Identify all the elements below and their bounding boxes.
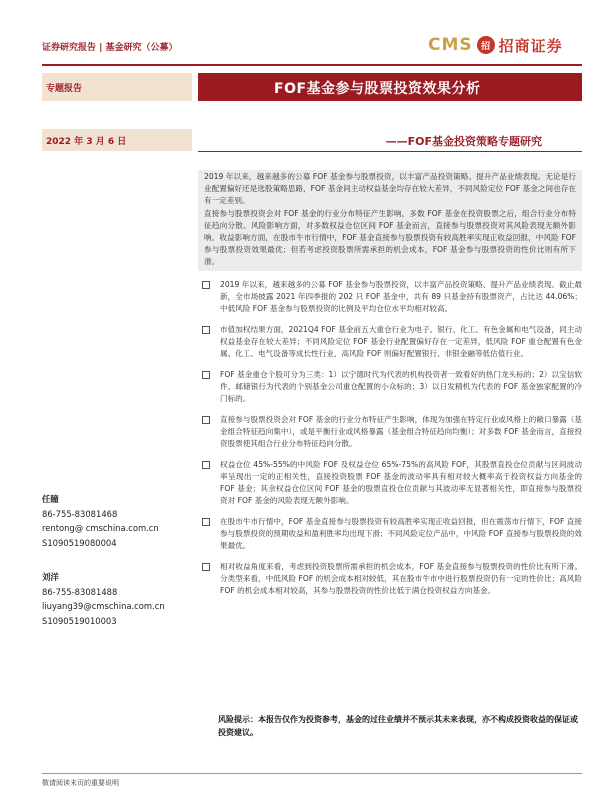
report-category: 证券研究报告 | 基金研究（公募）	[42, 43, 178, 53]
company-logo	[428, 32, 563, 58]
logo-cms-text: CMS	[428, 35, 473, 55]
checkbox-bullet-icon	[202, 461, 210, 469]
key-point-item	[198, 414, 582, 450]
page-footer	[42, 773, 582, 787]
checkbox-bullet-icon	[202, 416, 210, 424]
analyst-cert: S1090519080004	[42, 537, 117, 548]
checkbox-bullet-icon	[202, 326, 210, 334]
date-bar	[42, 129, 192, 151]
logo-chinese-text: 招商证券	[498, 36, 563, 55]
summary-paragraph: 2019 年以来，越来越多的公募 FOF 基金参与股票投资，以丰富产品投资策略、提升产品业绩表现。无论是行业配置偏好还是选股策略思路，FOF 基金间主动权益基金均存在较大差异，不同风险定位 FOF 基金之间也存在有一定差别。	[204, 172, 576, 205]
key-point-item	[198, 561, 582, 597]
key-point-text: 市值加权结果方面，2021Q4 FOF 基金前五大重仓行业为电子、银行、化工、有色金属和电气设备，同主动权益基金存在较大差异；不同风险定位 FOF 基金行业配置偏好存在一定差异，低风险 FOF 重仓配置有色金属、化工、电气设备等成长性行业，高风险 FOF 则偏好配置银行、非银金融等低估值行业。	[220, 325, 582, 358]
key-point-text: 在股市牛市行情中，FOF 基金直接参与股票投资有较高胜率实现正收益回报，但在震荡市行情下，FOF 直接参与股票投资的预期收益和盈利胜率均出现下滑；不同风险定位产品中，中风险 FOF 直接参与股票投资的效果最优。	[220, 517, 582, 550]
key-point-text: 权益仓位 45%-55%的中风险 FOF 及权益仓位 65%-75%的高风险 FOF，其股票直投仓位贡献与区间波动率呈现出一定的正相关性，直接投资股票 FOF 基金的波动率具有相对较大概率高于投资权益方向基金的 FOF 基金；其余权益仓位区间 FOF 基金的股票直投仓位贡献与其波动率无显著相关性，即直接参与股票投资对 FOF 基金的风险表现无额外影响。	[220, 460, 582, 505]
analyst-phone: 86-755-83081488	[42, 586, 118, 597]
footer-note: 敬请阅读末页的重要说明	[42, 779, 119, 787]
report-subtitle: ——FOF基金投资策略专题研究	[385, 135, 542, 148]
analyst-phone: 86-755-83081468	[42, 508, 118, 519]
report-date: 2022 年 3 月 6 日	[46, 137, 127, 147]
analyst-email[interactable]: liuyang39@cmschina.com.cn	[42, 601, 165, 611]
risk-label: 风险提示：	[218, 715, 258, 724]
checkbox-bullet-icon	[202, 563, 210, 571]
risk-text: 本报告仅作为投资参考，基金的过往业绩并不预示其未来表现，亦不构成投资收益的保证或投资建议。	[218, 715, 578, 737]
analyst-card	[42, 570, 165, 628]
checkbox-bullet-icon	[202, 518, 210, 526]
key-point-text: 相对收益角度来看，考虑到投资股票所需承担的机会成本，FOF 基金直接参与股票投资的性价比有所下滑。分类型来看，中低风险 FOF 的机会成本相对较低，其在股市牛市中进行股票投资仍有一定的性价比；高风险 FOF 的机会成本相对较高，其参与股票投资的性价比低于满仓投资权益方向基金。	[220, 562, 582, 595]
key-point-text: 2019 年以来，越来越多的公募 FOF 基金参与股票投资，以丰富产品投资策略、提升产品业绩表现。截止最新，全市场披露 2021 年四季报的 202 只 FOF 基金中，共有 89 只基金持有股票资产，占比达 44.06%；中低风险 FOF 基金参与股票投资的比例及平均仓位水平均相对较高。	[220, 280, 582, 313]
report-title: FOF基金参与股票投资效果分析	[274, 81, 481, 97]
key-points-list	[198, 279, 582, 606]
summary-paragraph: 直接参与股票投资会对 FOF 基金的行业分布特征产生影响，多数 FOF 基金在投资股票之后，组合行业分布特征趋向分散。风险影响方面，对多数权益仓位区间 FOF 基金而言，直接参与股票投资对其风险表现无额外影响。收益影响方面，在股市牛市行情中，FOF 基金直接参与股票投资有较高胜率实现正收益回报，中风险 FOF 参与股票投资效果最优；但若考虑投资股票所需承担的机会成本，FOF 基金参与股票投资的性价比则有所下滑。	[204, 209, 576, 266]
analyst-cert: S1090519010003	[42, 615, 117, 626]
title-bar	[198, 73, 582, 101]
key-point-item	[198, 459, 582, 507]
analyst-name: 刘洋	[42, 572, 59, 582]
analyst-email[interactable]: rentong@ cmschina.com.cn	[42, 523, 159, 533]
key-point-item	[198, 324, 582, 360]
key-point-item	[198, 516, 582, 552]
report-type: 专题报告	[46, 84, 83, 94]
analyst-name: 任瞳	[42, 494, 59, 504]
subtitle-bar	[198, 129, 582, 152]
report-type-bar	[42, 73, 192, 101]
analyst-card	[42, 492, 159, 550]
key-point-item	[198, 369, 582, 405]
key-point-text: FOF 基金重仓个股可分为三类：1）以宁德时代为代表的机构投资者一致看好的热门龙头标的；2）以宝信软件、邮储银行为代表的个别基金公司重仓配置的小众标的；3）以日发精机为代表的 FOF 基金独家配置的冷门标的。	[220, 370, 582, 403]
header-rule	[42, 64, 582, 66]
summary-box	[198, 170, 582, 271]
checkbox-bullet-icon	[202, 371, 210, 379]
key-point-text: 直接参与股票投资会对 FOF 基金的行业分布特征产生影响，体现为加强在特定行业或风格上的敞口暴露（基金组合特征趋向集中），或是平衡行业或风格暴露（基金组合特征趋向均衡）；对多数 FOF 基金而言，直接投资股票使其组合行业分布特征趋向分散。	[220, 415, 582, 448]
checkbox-bullet-icon	[202, 281, 210, 289]
risk-warning	[218, 713, 578, 739]
key-point-item	[198, 279, 582, 315]
logo-badge-icon: 招	[477, 36, 495, 54]
